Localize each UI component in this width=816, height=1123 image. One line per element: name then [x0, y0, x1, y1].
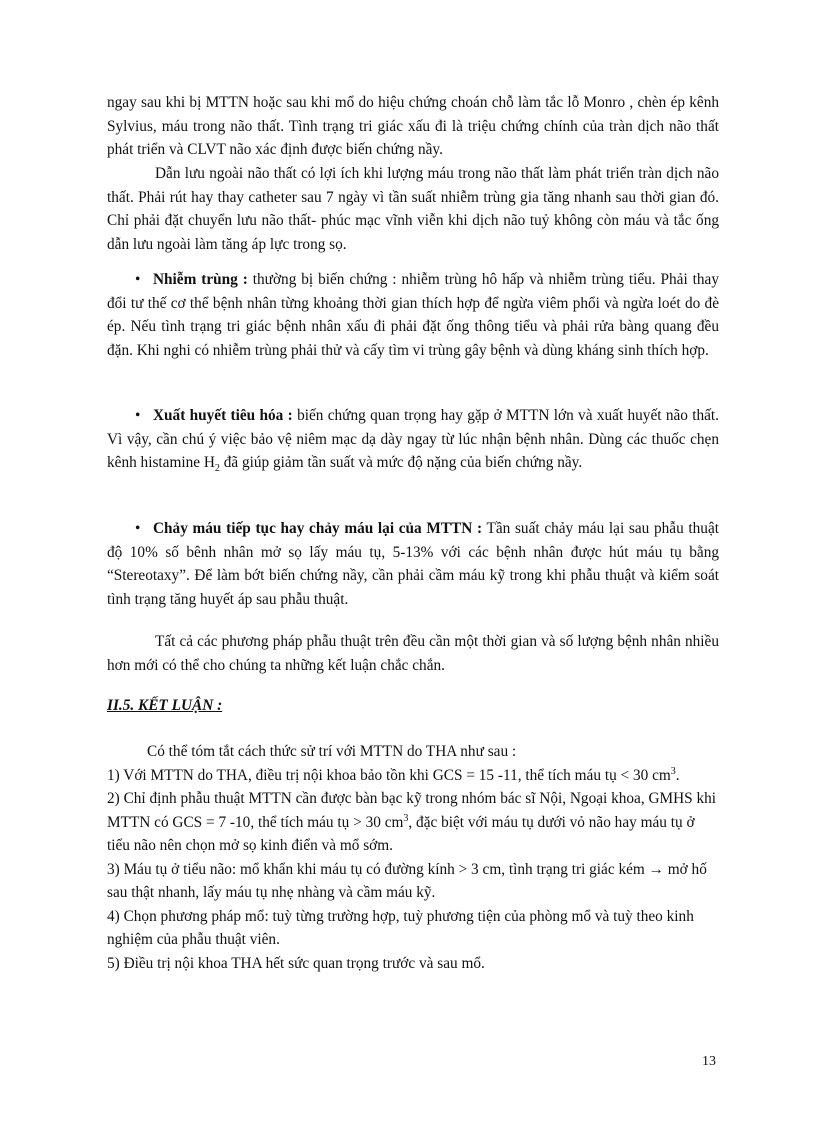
paragraph-external-drainage: [107, 162, 719, 256]
bullet-text: thường bị biến chứng : nhiễm trùng hô hấp và nhiễm trùng tiểu. Phải thay đổi tư thế cơ thể bệnh nhân từng khoảng thời gian thích hợp để ngừa viêm phổi và ngừa loét do đè ép. Nếu tình trạng tri giác bệnh nhân xấu đi phải đặt ống thông tiểu và phải rửa bàng quang đều đặn. Khi nghi có nhiễm trùng phải thử và cấy tìm vi trùng gây bệnh và dùng kháng sinh thích hợp.: [107, 271, 719, 359]
section-heading: II.5. KẾT LUẬN :: [107, 697, 223, 714]
bullet-gi-bleeding: [107, 404, 719, 475]
bullet-text: Tần suất chảy máu lại sau phẫu thuật độ 10% số bênh nhân mở sọ lấy máu tụ, 5-13% với các bệnh nhân được hút máu tụ bằng “Stereotaxy”. Để làm bớt biến chứng nầy, cần phải cầm máu kỹ trong khi phẫu thuật và kiểm soát tình trạng tăng huyết áp sau phẫu thuật.: [107, 520, 719, 608]
conclusion-list: [107, 740, 719, 975]
bullet-icon: •: [135, 520, 141, 537]
item-text: 1) Với MTTN do THA, điều trị nội khoa bảo tồn khi GCS = 15 -11, thể tích máu tụ < 30 cm: [107, 766, 671, 784]
superscript: 3: [670, 765, 676, 777]
item-text-end: , đặc biệt với máu tụ dưới vỏ não hay máu tụ ở tiểu não nên chọn mở sọ kinh điển và mổ sớm.: [107, 813, 695, 854]
bullet-text-cont: đã giúp giảm tần suất và mức độ nặng của biến chứng nầy.: [219, 454, 583, 471]
paragraph-text: Tất cả các phương pháp phẫu thuật trên đều cần một thời gian và số lượng bệnh nhân nhiều hơn mới có thể cho chúng ta những kết luận chắc chắn.: [107, 633, 719, 674]
bullet-rebleeding: [107, 517, 719, 611]
conclusion-item-2: [107, 787, 719, 858]
bullet-infection: [107, 268, 719, 362]
item-text-end: .: [675, 766, 680, 784]
conclusion-item-1: [107, 764, 719, 788]
bullet-title: Chảy máu tiếp tục hay chảy máu lại của MTTN :: [153, 520, 483, 537]
subscript: 2: [214, 463, 220, 475]
conclusion-item-3: 3) Máu tụ ở tiểu não: mổ khẩn khi máu tụ có đường kính > 3 cm, tình trạng tri giác kém → mở hố sau thật nhanh, lấy máu tụ nhẹ nhàng và cầm máu kỹ.: [107, 860, 707, 901]
conclusion-intro: Có thể tóm tắt cách thức sử trí với MTTN do THA như sau :: [147, 743, 517, 760]
paragraph-hydrocephalus: [107, 91, 719, 162]
conclusion-item-4: 4) Chọn phương pháp mổ: tuỳ từng trường hợp, tuỳ phương tiện của phòng mổ và tuỳ theo kinh nghiệm của phẫu thuật viên.: [107, 907, 694, 948]
paragraph-text: ngay sau khi bị MTTN hoặc sau khi mổ do hiệu chứng choán chỗ làm tắc lỗ Monro , chèn ép kênh Sylvius, máu trong não thất. Tình trạng tri giác xấu đi là triệu chứng chính của tràn dịch não thất phát triển và CLVT não xác định được biến chứng nầy.: [107, 94, 719, 158]
paragraph-summary: [107, 630, 719, 677]
paragraph-text: Dẫn lưu ngoài não thất có lợi ích khi lượng máu trong não thất làm phát triển tràn dịch não thất. Phải rút hay thay catheter sau 7 ngày vì tần suất nhiễm trùng gia tăng nhanh sau thời gian đó. Chỉ phải đặt chuyển lưu não thất- phúc mạc vĩnh viễn khi dịch não tuỷ không còn máu và tắc ống dẫn lưu ngoài làm tăng áp lực trong sọ.: [107, 165, 719, 253]
bullet-icon: •: [135, 271, 141, 288]
page-number: 13: [702, 1054, 716, 1069]
bullet-title: Xuất huyết tiêu hóa :: [153, 407, 293, 424]
bullet-icon: •: [135, 407, 141, 424]
item-text: 2) Chỉ định phẫu thuật MTTN cần được bàn bạc kỹ trong nhóm bác sĩ Nội, Ngoại khoa, GMHS khi MTTN có GCS = 7 -10, thể tích máu tụ > 30 cm: [107, 790, 717, 831]
bullet-title: Nhiễm trùng :: [153, 271, 248, 288]
bullet-text: biến chứng quan trọng hay gặp ở MTTN lớn và xuất huyết não thất. Vì vậy, cần chú ý việc bảo vệ niêm mạc dạ dày ngay từ lúc nhận bệnh nhân. Dùng các thuốc chẹn kênh histamine H: [107, 407, 719, 471]
superscript: 3: [403, 812, 409, 824]
conclusion-item-5: 5) Điều trị nội khoa THA hết sức quan trọng trước và sau mổ.: [107, 954, 485, 972]
